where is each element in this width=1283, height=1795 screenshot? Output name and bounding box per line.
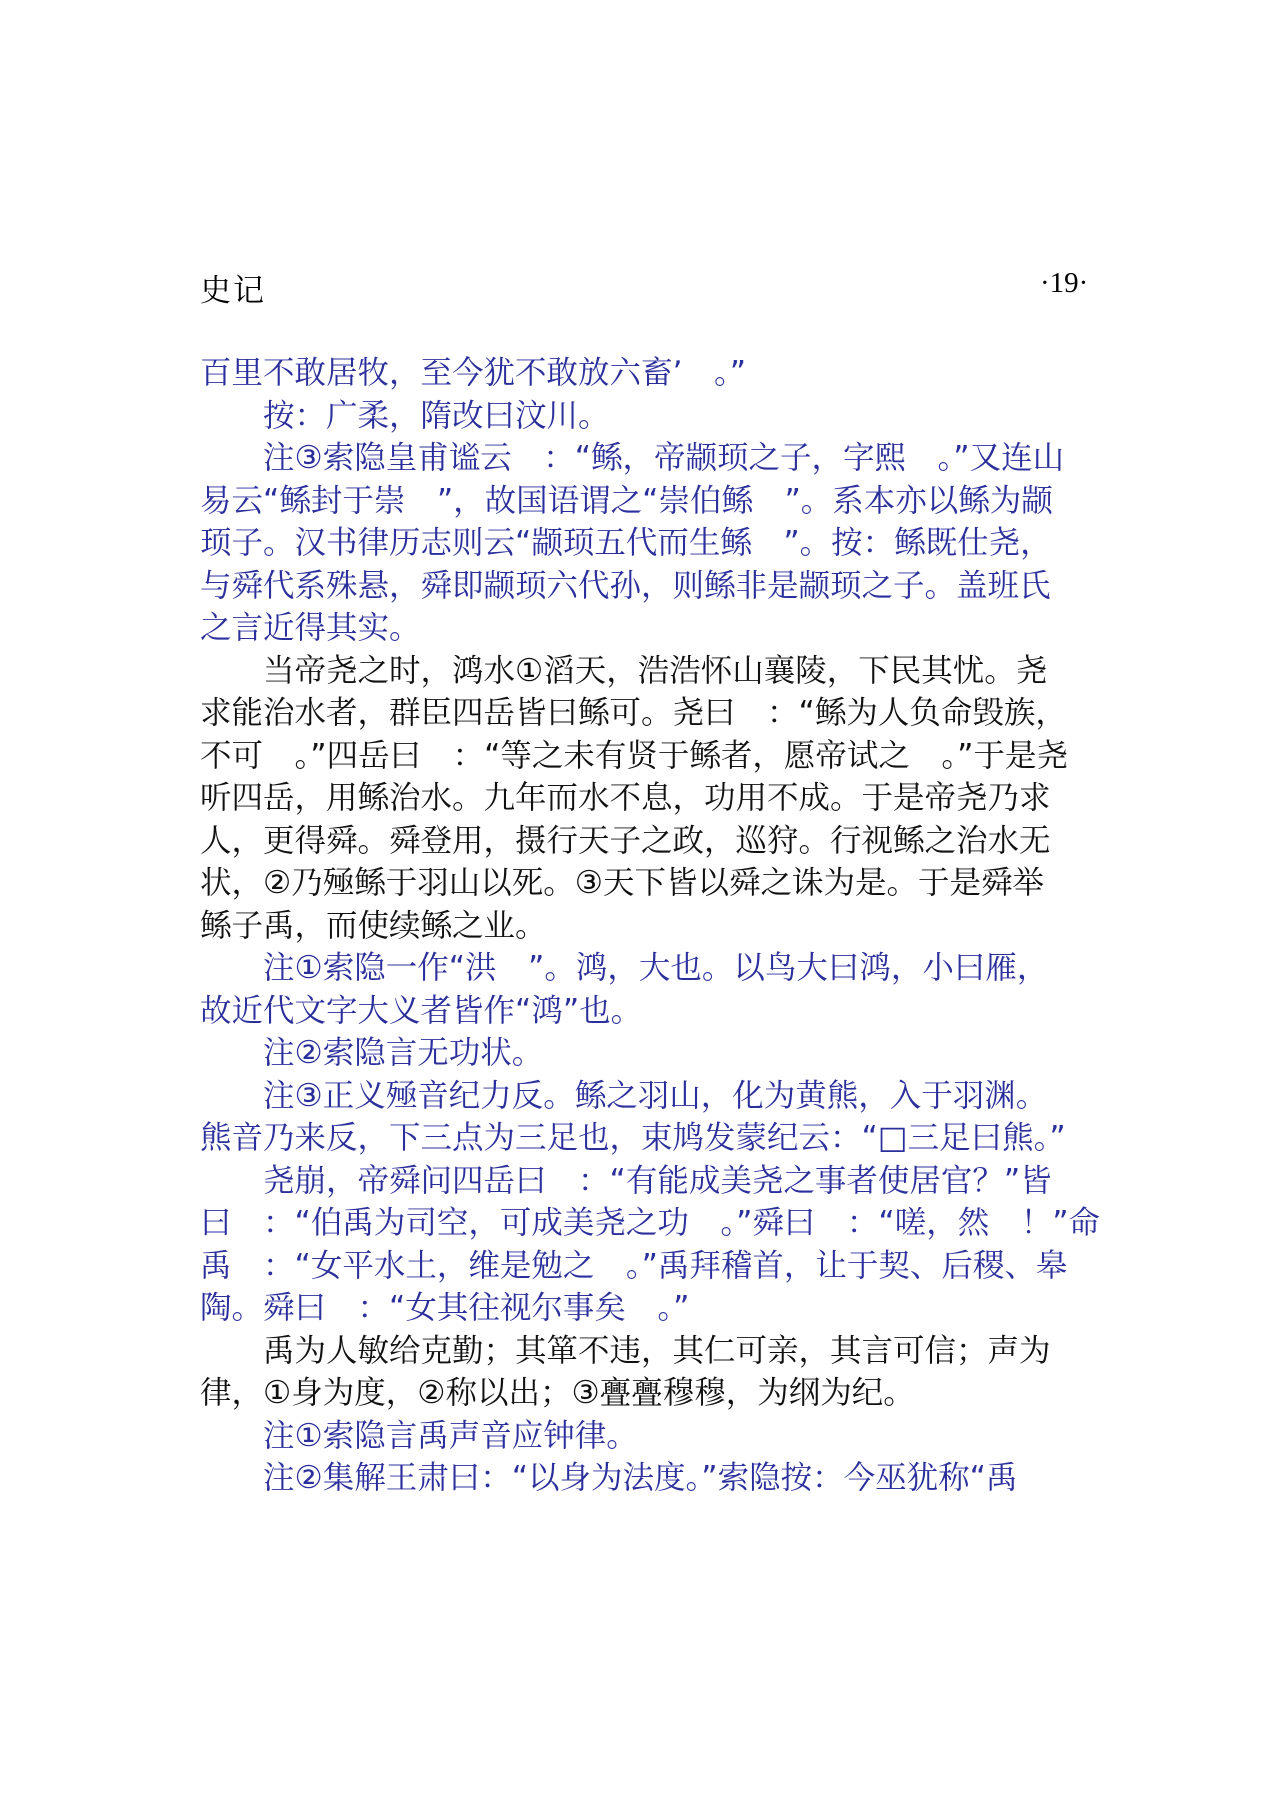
- text-line: 禹 ：“女平水土，维是勉之 。”禹拜稽首，让于契、后稷、皋: [200, 1247, 1068, 1284]
- text-line: 之言近得其实。: [200, 610, 421, 646]
- text-line: 注③索隐皇甫谧云 ：“鲧，帝颛顼之子，字熙 。”又连山: [200, 440, 1065, 476]
- text-line: 不可 。”四岳曰 ：“等之未有贤于鲧者，愿帝试之 。”于是尧: [200, 737, 1068, 774]
- text-line: 求能治水者，群臣四岳皆曰鲧可。尧曰 ：“鲧为人负命毁族，: [200, 695, 1067, 731]
- text-line: 顼子。汉书律历志则云“颛顼五代而生鲧 ”。按：鲧既仕尧，: [200, 525, 1052, 561]
- text-line: 百里不敢居牧，至今犹不敢放六畜’ 。”: [200, 355, 747, 391]
- text-line: 陶。舜曰 ：“女其往视尔事矣 。”: [200, 1290, 690, 1326]
- text-line: 禹为人敏给克勤；其箪不违，其仁可亲，其言可信；声为: [200, 1332, 1051, 1369]
- text-line: 听四岳，用鲧治水。九年而水不息，功用不成。于是帝尧乃求: [200, 780, 1051, 816]
- text-line: 按：广柔，隋改曰汶川。: [200, 397, 610, 434]
- text-line: 注①索隐言禹声音应钟律。: [200, 1417, 638, 1454]
- text-line: 状，②乃殛鲧于羽山以死。③天下皆以舜之诛为是。于是舜举: [200, 865, 1044, 901]
- text-line: 注①索隐一作“洪 ”。鸿，大也。以鸟大曰鸿，小曰雁，: [200, 950, 1049, 986]
- text-line: 注②集解王肃曰：“以身为法度。”索隐按：今巫犹称“禹: [200, 1460, 1018, 1496]
- text-line: 熊音乃来反，下三点为三足也，束鸠发蒙纪云：“□三足曰熊。”: [200, 1120, 1066, 1156]
- body-text: [200, 352, 1100, 1500]
- running-header-title: 史记: [200, 273, 266, 309]
- text-line: 鲧子禹，而使续鲧之业。: [200, 907, 547, 944]
- text-line: 注②索隐言无功状。: [200, 1035, 544, 1071]
- text-line: 故近代文字大义者皆作“鸿”也。: [200, 992, 643, 1029]
- text-line: 律，①身为度，②称以出；③亹亹穆穆，为纲为纪。: [200, 1375, 915, 1411]
- text-line: 易云“鲧封于崇 ”，故国语谓之“崇伯鲧 ”。系本亦以鲧为颛: [200, 482, 1053, 519]
- text-line: 人，更得舜。舜登用，摄行天子之政，巡狩。行视鲧之治水无: [200, 822, 1051, 859]
- text-line: 注③正义殛音纪力反。鲧之羽山，化为黄熊，入于羽渊。: [200, 1077, 1048, 1114]
- text-line: 曰 ：“伯禹为司空，可成美尧之功 。”舜曰 ：“嗟，然 ！”命: [200, 1205, 1101, 1241]
- text-line: 尧崩，帝舜问四岳曰 ：“有能成美尧之事者使居官？”皆: [200, 1162, 1052, 1199]
- page-number: ·19·: [1040, 267, 1089, 299]
- text-line: 当帝尧之时，鸿水①滔天，浩浩怀山襄陵，下民其忧。尧: [200, 652, 1048, 689]
- text-line: 与舜代系殊悬，舜即颛顼六代孙，则鲧非是颛顼之子。盖班氏: [200, 567, 1051, 604]
